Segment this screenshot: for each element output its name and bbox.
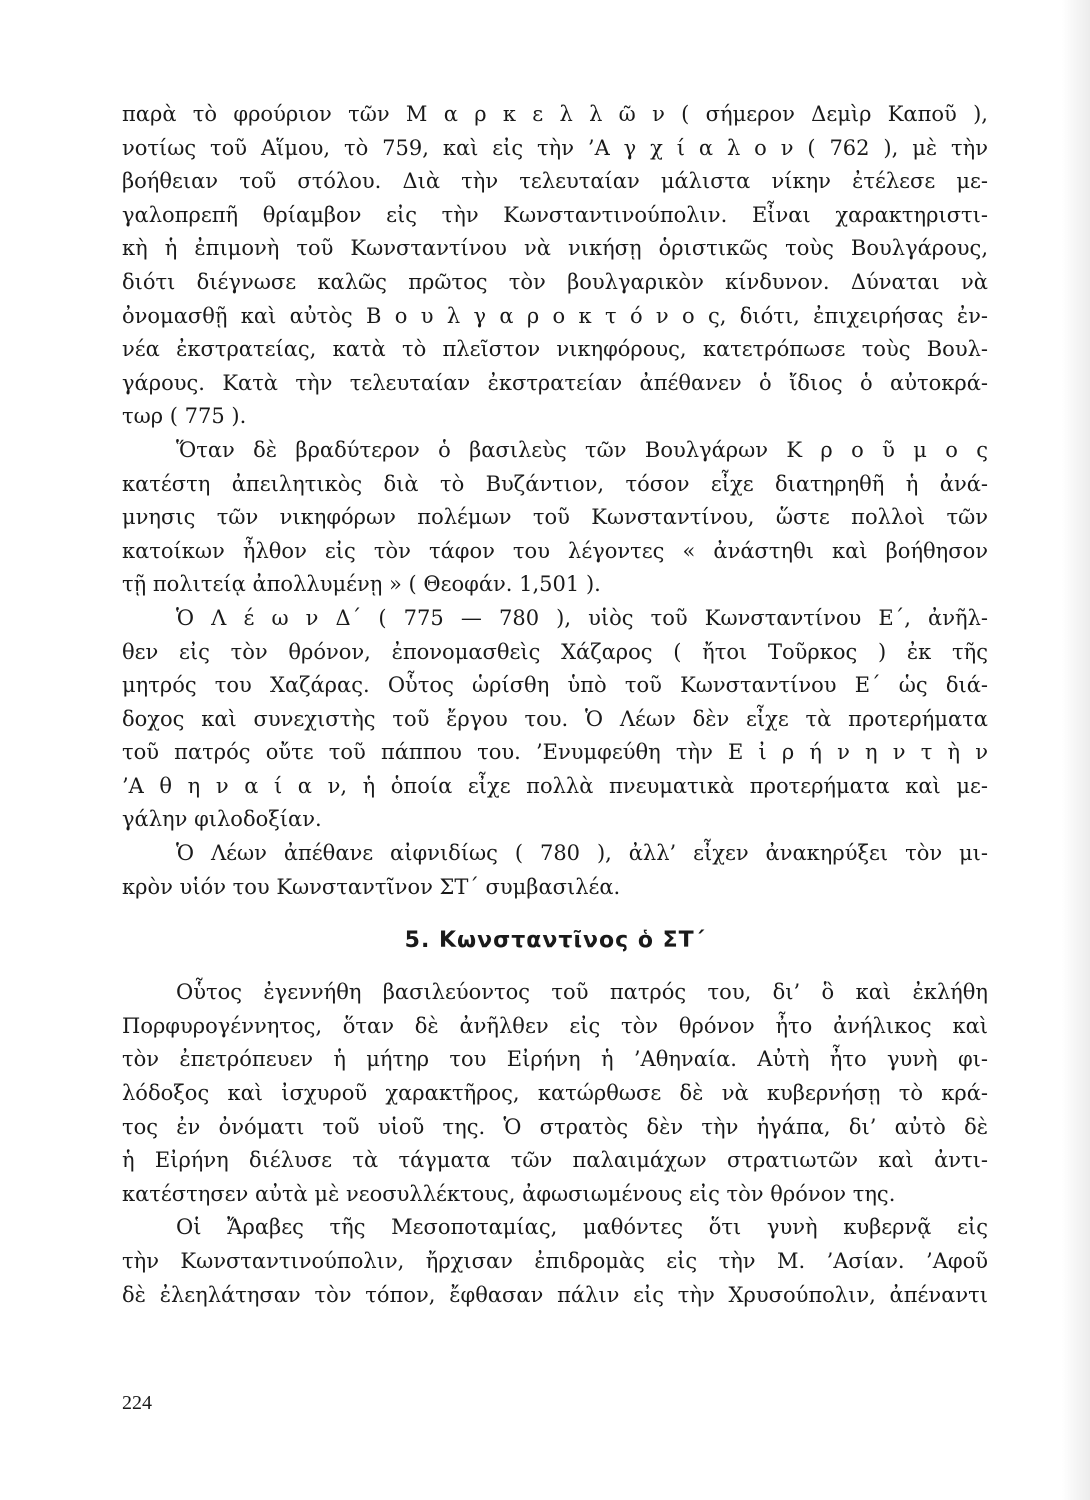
- text-line: ’Α θ η ν α ί α ν, ἡ ὁποία εἶχε πολλὰ πνευματικὰ προτερήματα καὶ με-: [122, 773, 988, 798]
- text-line: τῇ πολιτείᾳ ἀπολλυμένῃ » ( Θεοφάν. 1,501 ).: [122, 572, 601, 597]
- text-line: κατέστη ἀπειλητικὸς διὰ τὸ Βυζάντιον, τόσον εἶχε διατηρηθῆ ἡ ἀνά-: [122, 471, 988, 496]
- text-line: θεν εἰς τὸν θρόνον, ἐπονομασθεὶς Χάζαρος ( ἤτοι Τοῦρκος ) ἐκ τῆς: [122, 639, 988, 664]
- text-line: τὴν Κωνσταντινούπολιν, ἤρχισαν ἐπιδρομὰς εἰς τὴν Μ. ’Ασίαν. ’Αφοῦ: [122, 1249, 988, 1273]
- text-line: κατοίκων ἦλθον εἰς τὸν τάφον του λέγοντες « ἀνάστηθι καὶ βοήθησον: [122, 538, 988, 563]
- paragraph: [122, 837, 988, 904]
- paragraph: [122, 434, 988, 602]
- section-heading: 5. Κωνσταντῖνος ὁ ΣΤ΄: [404, 928, 706, 954]
- text-line: ὀνομασθῇ καὶ αὐτὸς Β ο υ λ γ α ρ ο κ τ ό ν ο ς, διότι, ἐπιχειρήσας ἐν-: [122, 303, 988, 328]
- text-line: Ὅταν δὲ βραδύτερον ὁ βασιλεὺς τῶν Βουλγάρων Κ ρ ο ῦ μ ο ς: [176, 437, 988, 462]
- text-line: τος ἐν ὀνόματι τοῦ υἱοῦ της. Ὁ στρατὸς δὲν τὴν ἠγάπα, δι’ αὐτὸ δὲ: [122, 1114, 988, 1139]
- text-line: τωρ ( 775 ).: [122, 404, 247, 429]
- text-line: βοήθειαν τοῦ στόλου. Διὰ τὴν τελευταίαν μάλιστα νίκην ἐτέλεσε με-: [122, 169, 988, 194]
- page-edge-shadow: [1062, 0, 1090, 1500]
- text-line: Ὁ Λέων ἀπέθανε αἰφνιδίως ( 780 ), ἀλλ’ εἶχεν ἀνακηρύξει τὸν μι-: [176, 841, 988, 866]
- text-line: γάρους. Κατὰ τὴν τελευταίαν ἐκστρατείαν ἀπέθανεν ὁ ἴδιος ὁ αὐτοκρά-: [122, 370, 988, 395]
- text-line: λόδοξος καὶ ἰσχυροῦ χαρακτῆρος, κατώρθωσε δὲ νὰ κυβερνήσῃ τὸ κρά-: [122, 1081, 988, 1106]
- text-line: νοτίως τοῦ Αἵμου, τὸ 759, καὶ εἰς τὴν ’Α γ χ ί α λ ο ν ( 762 ), μὲ τὴν: [122, 135, 988, 160]
- text-line: τὸν ἐπετρόπευεν ἡ μήτηρ του Εἰρήνη ἡ ’Αθηναία. Αὐτὴ ἦτο γυνὴ φι-: [122, 1047, 988, 1072]
- paragraph: [122, 602, 988, 837]
- paragraph: [122, 98, 988, 434]
- text-line: νέα ἐκστρατείας, κατὰ τὸ πλεῖστον νικηφόρους, κατετρόπωσε τοὺς Βουλ-: [122, 337, 988, 362]
- text-after-heading: [122, 976, 988, 1312]
- text-line: Ὁ Λ έ ω ν Δ΄ ( 775 — 780 ), υἱὸς τοῦ Κωνσταντίνου Ε΄, ἀνῆλ-: [176, 605, 988, 630]
- text-line: παρὰ τὸ φρούριον τῶν Μ α ρ κ ε λ λ ῶ ν ( σήμερον Δεμὶρ Καποῦ ),: [122, 102, 988, 126]
- text-line: δὲ ἐλεηλάτησαν τὸν τόπον, ἔφθασαν πάλιν εἰς τὴν Χρυσούπολιν, ἀπέναντι: [122, 1282, 988, 1307]
- text-line: διότι διέγνωσε καλῶς πρῶτος τὸν βουλγαρικὸν κίνδυνον. Δύναται νὰ: [122, 269, 988, 294]
- page-number: 224: [122, 1392, 152, 1414]
- text-line: μνησις τῶν νικηφόρων πολέμων τοῦ Κωνσταντίνου, ὥστε πολλοὶ τῶν: [122, 505, 988, 530]
- text-line: δοχος καὶ συνεχιστὴς τοῦ ἔργου του. Ὁ Λέων δὲν εἶχε τὰ προτερήματα: [122, 706, 988, 731]
- text-line: Οὗτος ἐγεννήθη βασιλεύοντος τοῦ πατρός του, δι’ ὃ καὶ ἐκλήθη: [176, 980, 988, 1005]
- text-line: γαλοπρεπῆ θρίαμβον εἰς τὴν Κωνσταντινούπολιν. Εἶναι χαρακτηριστι-: [122, 202, 988, 227]
- text-line: Πορφυρογέννητος, ὅταν δὲ ἀνῆλθεν εἰς τὸν θρόνον ἦτο ἀνήλικος καὶ: [122, 1013, 988, 1038]
- text-line: ἡ Εἰρήνη διέλυσε τὰ τάγματα τῶν παλαιμάχων στρατιωτῶν καὶ ἀντι-: [122, 1148, 988, 1173]
- body-text: [122, 98, 988, 1312]
- text-line: κρὸν υἱόν του Κωνσταντῖνον ΣΤ΄ συμβασιλέα.: [122, 874, 621, 899]
- text-line: γάλην φιλοδοξίαν.: [122, 807, 322, 832]
- text-line: τοῦ πατρός οὔτε τοῦ πάππου του. ’Ενυμφεύθη τὴν Ε ἰ ρ ή ν η ν τ ὴ ν: [122, 740, 988, 765]
- text-line: κατέστησεν αὐτὰ μὲ νεοσυλλέκτους, ἀφωσιωμένους εἰς τὸν θρόνον της.: [122, 1181, 896, 1206]
- text-before-heading: [122, 98, 988, 904]
- text-line: κὴ ἡ ἐπιμονὴ τοῦ Κωνσταντίνου νὰ νικήσῃ ὁριστικῶς τοὺς Βουλγάρους,: [122, 236, 988, 261]
- paragraph: [122, 1211, 988, 1312]
- text-line: μητρός του Χαζάρας. Οὗτος ὡρίσθη ὑπὸ τοῦ Κωνσταντίνου Ε΄ ὡς διά-: [122, 673, 988, 698]
- text-line: Οἱ Ἄραβες τῆς Μεσοποταμίας, μαθόντες ὅτι γυνὴ κυβερνᾷ εἰς: [176, 1215, 988, 1240]
- paragraph: [122, 976, 988, 1211]
